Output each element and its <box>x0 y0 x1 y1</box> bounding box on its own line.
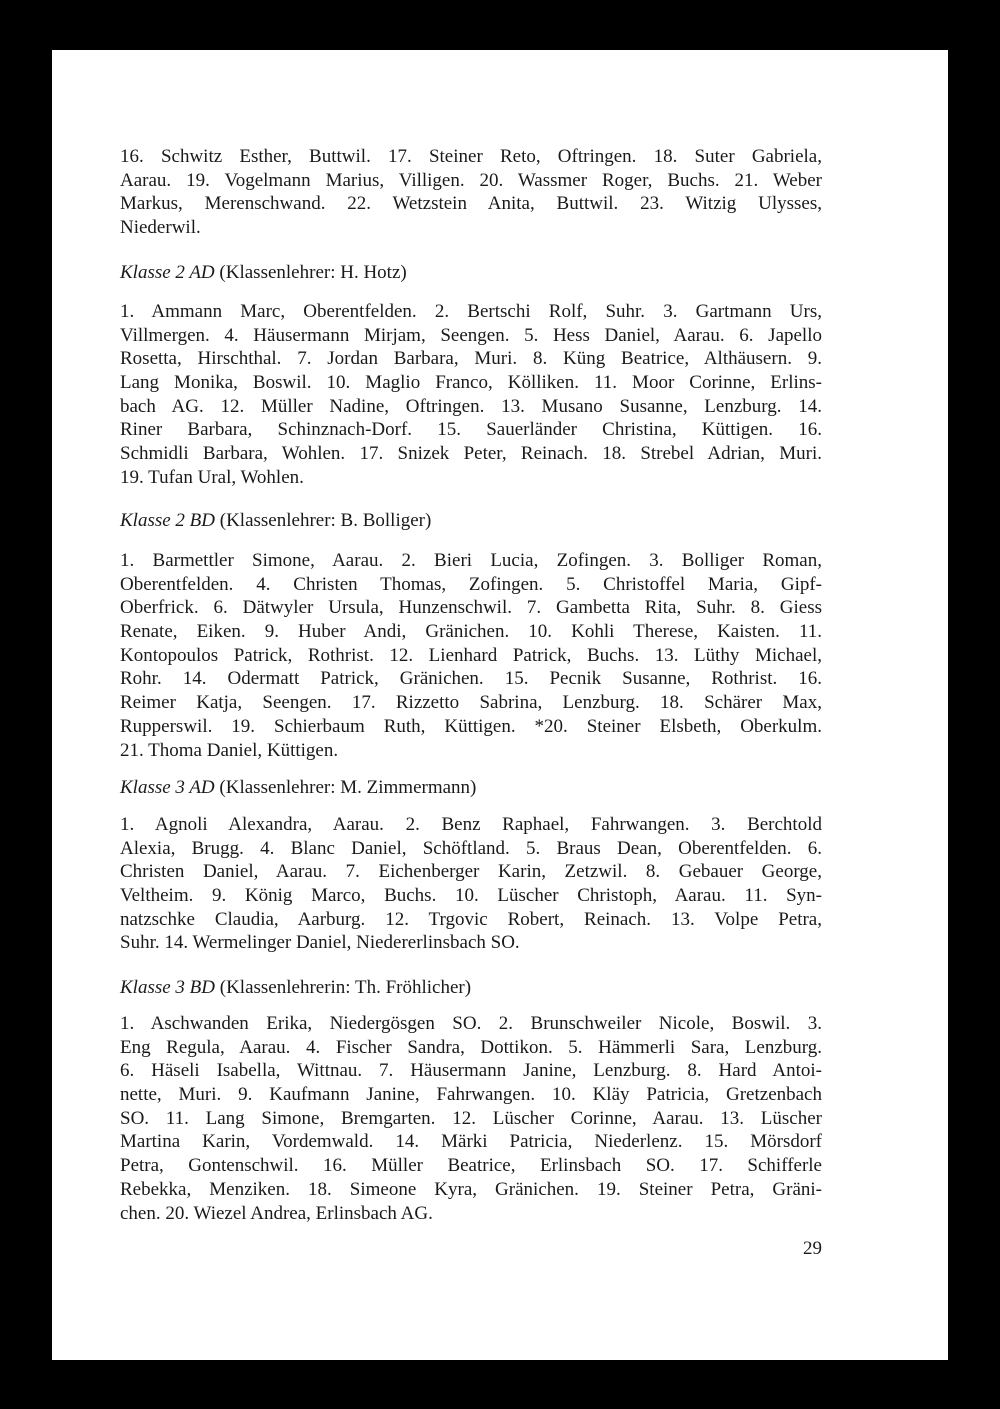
page-number: 29 <box>803 1238 822 1259</box>
student-list-2bd <box>120 549 822 762</box>
teacher: (Klassenlehrer: H. Hotz) <box>219 262 407 283</box>
text-line: 6. Häseli Isabella, Wittnau. 7. Häusermann Janine, Lenzburg. 8. Hard Antoi- <box>120 1060 822 1082</box>
text-line: Eng Regula, Aarau. 4. Fischer Sandra, Dottikon. 5. Hämmerli Sara, Lenzburg. <box>120 1036 822 1058</box>
student-list-3ad <box>120 813 822 955</box>
text-line: Reimer Katja, Seengen. 17. Rizzetto Sabrina, Lenzburg. 18. Schärer Max, <box>120 692 822 714</box>
text-line: bach AG. 12. Müller Nadine, Oftringen. 13. Musano Susanne, Lenzburg. 14. <box>120 395 822 417</box>
text-line: Riner Barbara, Schinznach-Dorf. 15. Sauerländer Christina, Küttigen. 16. <box>120 419 822 441</box>
section-heading-2bd <box>120 509 822 533</box>
text-line: SO. 11. Lang Simone, Bremgarten. 12. Lüscher Corinne, Aarau. 13. Lüscher <box>120 1107 822 1129</box>
text-line: Suhr. 14. Wermelinger Daniel, Niedererlinsbach SO. <box>120 932 520 954</box>
teacher: (Klassenlehrer: M. Zimmermann) <box>219 777 477 798</box>
section-heading-2ad <box>120 261 822 285</box>
text-line: 19. Tufan Ural, Wohlen. <box>120 466 304 488</box>
text-line: Rohr. 14. Odermatt Patrick, Gränichen. 15. Pecnik Susanne, Rothrist. 16. <box>120 668 822 690</box>
class-label: Klasse 2 AD <box>120 262 215 283</box>
text-line: Alexia, Brugg. 4. Blanc Daniel, Schöftland. 5. Braus Dean, Oberentfelden. 6. <box>120 837 822 859</box>
text-line: Villmergen. 4. Häusermann Mirjam, Seengen. 5. Hess Daniel, Aarau. 6. Japello <box>120 324 822 346</box>
text-line: Christen Daniel, Aarau. 7. Eichenberger Karin, Zetzwil. 8. Gebauer George, <box>120 861 822 883</box>
text-line: Martina Karin, Vordemwald. 14. Märki Patricia, Niederlenz. 15. Mörsdorf <box>120 1131 822 1153</box>
text-line: Oberentfelden. 4. Christen Thomas, Zofingen. 5. Christoffel Maria, Gipf- <box>120 573 822 595</box>
text-line: Aarau. 19. Vogelmann Marius, Villigen. 20. Wassmer Roger, Buchs. 21. Weber <box>120 169 822 191</box>
text-line: Markus, Merenschwand. 22. Wetzstein Anita, Buttwil. 23. Witzig Ulysses, <box>120 193 822 215</box>
teacher: (Klassenlehrer: B. Bolliger) <box>219 510 432 531</box>
text-line: chen. 20. Wiezel Andrea, Erlinsbach AG. <box>120 1202 433 1224</box>
text-line: 1. Aschwanden Erika, Niedergösgen SO. 2. Brunschweiler Nicole, Boswil. 3. <box>120 1013 822 1034</box>
student-list-3bd <box>120 1012 822 1225</box>
text-line: natzschke Claudia, Aarburg. 12. Trgovic Robert, Reinach. 13. Volpe Petra, <box>120 908 822 930</box>
intro-paragraph <box>120 145 822 240</box>
text-line: 1. Ammann Marc, Oberentfelden. 2. Bertschi Rolf, Suhr. 3. Gartmann Urs, <box>120 301 822 322</box>
text-line: Rupperswil. 19. Schierbaum Ruth, Küttigen. *20. Steiner Elsbeth, Oberkulm. <box>120 715 822 737</box>
text-line: 1. Barmettler Simone, Aarau. 2. Bieri Lucia, Zofingen. 3. Bolliger Roman, <box>120 550 822 571</box>
text-line: Schmidli Barbara, Wohlen. 17. Snizek Peter, Reinach. 18. Strebel Adrian, Muri. <box>120 443 822 465</box>
text-line: 21. Thoma Daniel, Küttigen. <box>120 739 339 761</box>
student-list-2ad <box>120 300 822 490</box>
text-line: Niederwil. <box>120 217 201 239</box>
text-line: 16. Schwitz Esther, Buttwil. 17. Steiner Reto, Oftringen. 18. Suter Gabriela, <box>120 146 822 167</box>
class-label: Klasse 2 BD <box>120 510 215 531</box>
document-page <box>52 50 948 1360</box>
text-line: Rebekka, Menziken. 18. Simeone Kyra, Gränichen. 19. Steiner Petra, Gräni- <box>120 1178 822 1200</box>
text-line: Petra, Gontenschwil. 16. Müller Beatrice, Erlinsbach SO. 17. Schifferle <box>120 1155 822 1177</box>
text-line: 1. Agnoli Alexandra, Aarau. 2. Benz Raphael, Fahrwangen. 3. Berchtold <box>120 814 822 835</box>
text-line: nette, Muri. 9. Kaufmann Janine, Fahrwangen. 10. Kläy Patricia, Gretzenbach <box>120 1084 822 1106</box>
text-line: Veltheim. 9. König Marco, Buchs. 10. Lüscher Christoph, Aarau. 11. Syn- <box>120 885 822 907</box>
section-heading-3ad <box>120 776 822 800</box>
text-line: Rosetta, Hirschthal. 7. Jordan Barbara, Muri. 8. Küng Beatrice, Althäusern. 9. <box>120 348 822 370</box>
section-heading-3bd <box>120 976 822 1000</box>
text-line: Oberfrick. 6. Dätwyler Ursula, Hunzenschwil. 7. Gambetta Rita, Suhr. 8. Giess <box>120 597 822 619</box>
text-line: Renate, Eiken. 9. Huber Andi, Gränichen. 10. Kohli Therese, Kaisten. 11. <box>120 621 822 643</box>
class-label: Klasse 3 AD <box>120 777 215 798</box>
class-label: Klasse 3 BD <box>120 977 215 998</box>
text-line: Lang Monika, Boswil. 10. Maglio Franco, Kölliken. 11. Moor Corinne, Erlins- <box>120 372 822 394</box>
text-line: Kontopoulos Patrick, Rothrist. 12. Lienhard Patrick, Buchs. 13. Lüthy Michael, <box>120 644 822 666</box>
teacher: (Klassenlehrerin: Th. Fröhlicher) <box>219 977 472 998</box>
